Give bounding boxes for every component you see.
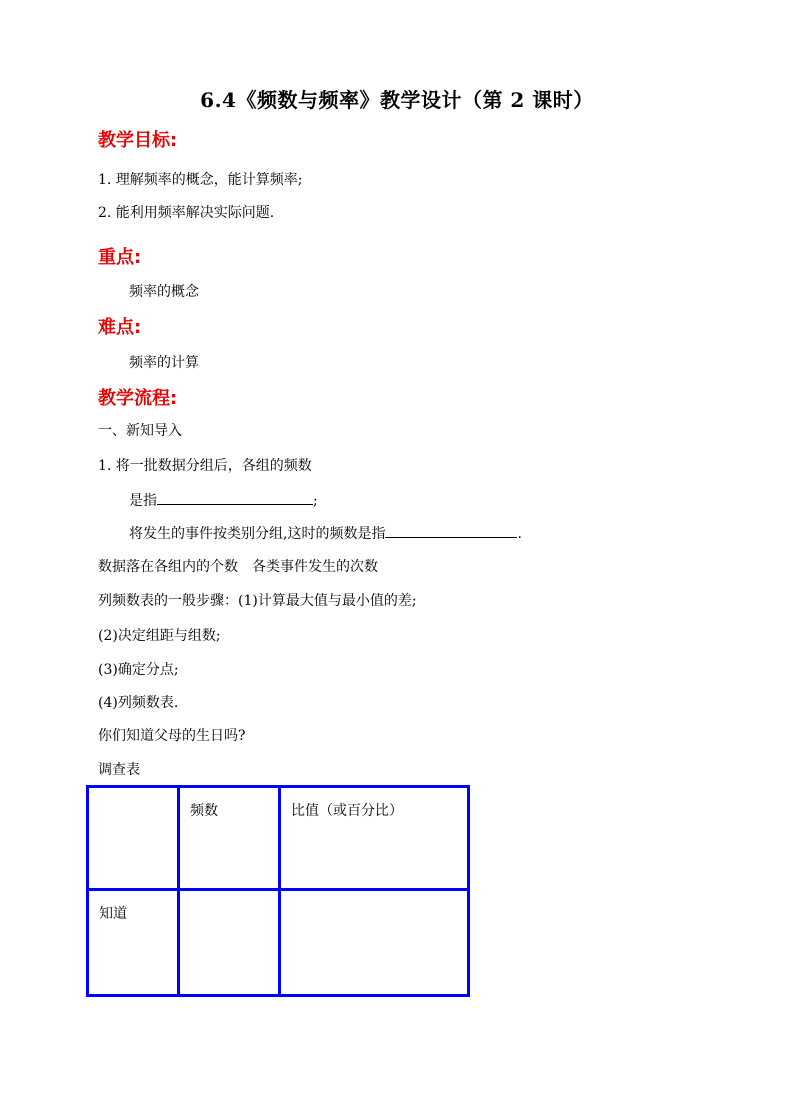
fill-in-blank-2	[385, 523, 517, 538]
question-1-line-2-suffix: ;	[313, 493, 318, 509]
table-cell	[280, 890, 469, 996]
key-point-heading: 重点:	[98, 247, 142, 268]
objectives-heading: 教学目标:	[98, 130, 178, 151]
question-1-line-3-prefix: 将发生的事件按类别分组,这时的频数是指	[129, 526, 386, 542]
objective-item-2: 2. 能利用频率解决实际问题.	[98, 205, 275, 221]
survey-table	[86, 785, 470, 997]
fill-in-blank-1	[157, 490, 313, 505]
difficulty-text: 频率的计算	[129, 355, 199, 371]
question-1-line-1: 1. 将一批数据分组后，各组的频数	[98, 458, 312, 474]
step-2-text: (2)决定组距与组数;	[98, 628, 221, 644]
table-cell: 知道	[88, 890, 179, 996]
process-heading: 教学流程:	[98, 388, 178, 409]
question-1-line-2-prefix: 是指	[129, 493, 157, 509]
table-caption: 调查表	[98, 762, 140, 778]
table-header-row	[88, 787, 469, 890]
question-text: 你们知道父母的生日吗?	[98, 728, 246, 744]
table-row	[88, 890, 469, 996]
question-1-line-3-suffix: .	[517, 526, 522, 542]
table-header-cell: 频数	[179, 787, 280, 890]
question-1-line-3	[129, 523, 522, 544]
answer-text: 数据落在各组内的个数 各类事件发生的次数	[98, 559, 378, 575]
table-header-cell	[88, 787, 179, 890]
steps-intro: 列频数表的一般步骤：(1)计算最大值与最小值的差;	[98, 593, 417, 609]
objective-item-1: 1. 理解频率的概念，能计算频率;	[98, 172, 303, 188]
table-cell	[179, 890, 280, 996]
difficulty-heading: 难点:	[98, 317, 142, 338]
table-header-cell: 比值（或百分比）	[280, 787, 469, 890]
process-step-1: 一、新知导入	[98, 423, 182, 439]
step-4-text: (4)列频数表.	[98, 695, 179, 711]
question-1-line-2	[129, 490, 318, 511]
document-title: 6.4《频数与频率》教学设计（第 2 课时）	[200, 88, 594, 112]
key-point-text: 频率的概念	[129, 284, 199, 300]
step-3-text: (3)确定分点;	[98, 662, 179, 678]
